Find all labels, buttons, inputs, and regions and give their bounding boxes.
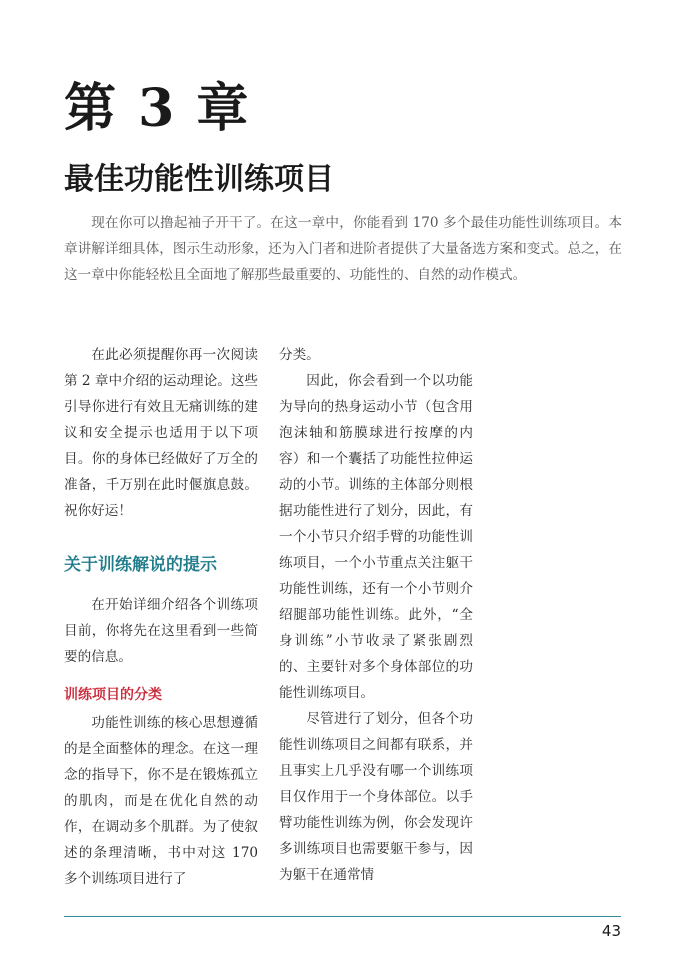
paragraph: 因此，你会看到一个以功能为导向的热身运动小节（包含用泡沫轴和筋膜球进行按摩的内容）和一个囊括了功能性拉伸运动的小节。训练的主体部分则根据功能性进行了划分，因此，有一个小节只介绍手臂的功能性训练项目，一个小节重点关注躯干功能性训练，还有一个小节则介绍腿部功能性训练。此外，“全身训练”小节收录了紧张剧烈的、主要针对多个身体部位的功能性训练项目。 <box>279 373 473 701</box>
paragraph: 功能性训练的核心思想遵循的是全面整体的理念。在这一理念的指导下，你不是在锻炼孤立的肌肉，而是在优化自然的动作，在调动多个肌群。为了使叙述的条理清晰，书中对这 170 多个训练项目进行了 <box>64 715 258 887</box>
footer-rule <box>64 916 621 917</box>
paragraph: 在开始详细介绍各个训练项目前，你将先在这里看到一些简要的信息。 <box>64 597 258 665</box>
chapter-number: 第 3 章 <box>64 78 251 139</box>
chapter-title: 最佳功能性训练项目 <box>64 162 334 197</box>
chapter-intro: 现在你可以撸起袖子开干了。在这一章中，你能看到 170 多个最佳功能性训练项目。本章讲解详细具体，图示生动形象，还为入门者和进阶者提供了大量备选方案和变式。总之，在这一章中你能轻松且全面地了解那些最重要的、功能性的、自然的动作模式。 <box>64 215 622 283</box>
left-column <box>64 342 258 892</box>
paragraph: 在此必须提醒你再一次阅读第 2 章中介绍的运动理论。这些引导你进行有效且无痛训练的建议和安全提示也适用于以下项目。你的身体已经做好了万全的准备，千万别在此时偃旗息鼓。祝你好运！ <box>64 347 259 519</box>
paragraph: 分类。 <box>279 347 320 363</box>
paragraph: 尽管进行了划分，但各个功能性训练项目之间都有联系，并且事实上几乎没有哪一个训练项目仅作用于一个身体部位。以手臂功能性训练为例，你会发现许多训练项目也需要躯干参与，因为躯干在通常情 <box>279 711 473 883</box>
right-column <box>279 342 473 888</box>
section-heading: 关于训练解说的提示 <box>64 555 217 575</box>
page-number: 43 <box>601 922 621 940</box>
sub-heading: 训练项目的分类 <box>64 687 162 703</box>
